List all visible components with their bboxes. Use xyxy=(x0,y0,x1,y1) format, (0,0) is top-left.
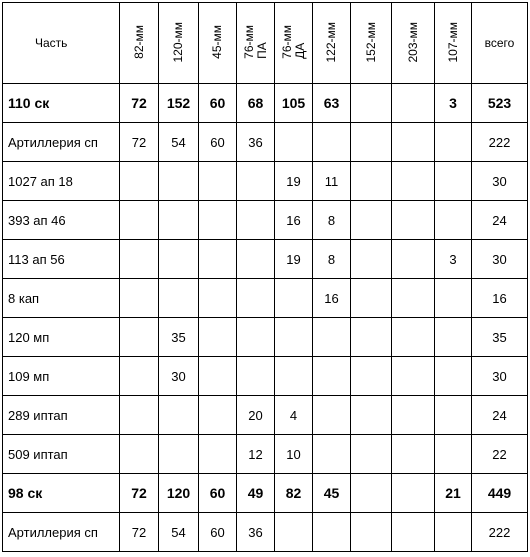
gun-count-cell xyxy=(199,201,237,240)
gun-count-cell xyxy=(392,435,435,474)
caliber-header xyxy=(120,3,159,84)
gun-count-cell: 11 xyxy=(313,162,351,201)
table-row xyxy=(3,474,528,513)
gun-count-cell xyxy=(392,474,435,513)
gun-count-cell xyxy=(351,84,392,123)
gun-count-cell xyxy=(435,513,472,552)
gun-count-cell: 72 xyxy=(120,513,159,552)
gun-count-cell xyxy=(392,123,435,162)
caliber-header xyxy=(159,3,199,84)
gun-count-cell xyxy=(392,201,435,240)
gun-count-cell xyxy=(120,396,159,435)
unit-name-cell: 289 иптап xyxy=(3,396,120,435)
unit-name-cell: Артиллерия сп xyxy=(3,123,120,162)
gun-count-cell xyxy=(351,162,392,201)
gun-count-cell xyxy=(237,162,275,201)
gun-count-cell xyxy=(313,513,351,552)
gun-count-cell xyxy=(120,240,159,279)
gun-count-cell: 60 xyxy=(199,123,237,162)
gun-count-cell xyxy=(313,357,351,396)
gun-count-cell xyxy=(351,513,392,552)
gun-count-cell xyxy=(351,357,392,396)
gun-count-cell xyxy=(199,162,237,201)
gun-count-cell xyxy=(351,123,392,162)
gun-count-cell xyxy=(392,513,435,552)
gun-count-cell xyxy=(392,318,435,357)
caliber-header-label: 76-мм ДА xyxy=(279,25,307,59)
unit-name-cell: 393 ап 46 xyxy=(3,201,120,240)
table-body xyxy=(3,84,528,552)
gun-count-cell xyxy=(120,201,159,240)
gun-count-cell xyxy=(351,240,392,279)
gun-count-cell xyxy=(392,240,435,279)
table-row xyxy=(3,318,528,357)
row-total-cell: 449 xyxy=(472,474,528,513)
caliber-header xyxy=(237,3,275,84)
gun-count-cell xyxy=(313,318,351,357)
table-row xyxy=(3,279,528,318)
gun-count-cell xyxy=(159,396,199,435)
gun-count-cell xyxy=(351,396,392,435)
unit-name-cell: 98 ск xyxy=(3,474,120,513)
row-total-cell: 30 xyxy=(472,357,528,396)
gun-count-cell: 60 xyxy=(199,84,237,123)
gun-count-cell xyxy=(159,201,199,240)
gun-count-cell xyxy=(199,279,237,318)
gun-count-cell xyxy=(435,279,472,318)
row-total-cell: 35 xyxy=(472,318,528,357)
table-row xyxy=(3,435,528,474)
row-total-cell: 30 xyxy=(472,240,528,279)
caliber-header-label: 152-мм xyxy=(363,21,378,63)
artillery-table xyxy=(2,2,528,552)
gun-count-cell xyxy=(435,201,472,240)
gun-count-cell: 8 xyxy=(313,201,351,240)
caliber-header xyxy=(392,3,435,84)
table-row xyxy=(3,357,528,396)
unit-name-cell: Артиллерия сп xyxy=(3,513,120,552)
gun-count-cell xyxy=(120,435,159,474)
gun-count-cell: 3 xyxy=(435,84,472,123)
gun-count-cell xyxy=(237,279,275,318)
gun-count-cell xyxy=(392,84,435,123)
header-row xyxy=(3,3,528,84)
gun-count-cell: 19 xyxy=(275,240,313,279)
gun-count-cell xyxy=(313,123,351,162)
row-total-cell: 523 xyxy=(472,84,528,123)
gun-count-cell: 4 xyxy=(275,396,313,435)
caliber-header xyxy=(313,3,351,84)
gun-count-cell: 72 xyxy=(120,474,159,513)
gun-count-cell xyxy=(313,396,351,435)
unit-name-cell: 113 ап 56 xyxy=(3,240,120,279)
caliber-header xyxy=(275,3,313,84)
table-row xyxy=(3,201,528,240)
caliber-header-label: 107-мм xyxy=(445,21,460,63)
unit-name-cell: 1027 ап 18 xyxy=(3,162,120,201)
gun-count-cell xyxy=(392,162,435,201)
table-row xyxy=(3,240,528,279)
gun-count-cell: 3 xyxy=(435,240,472,279)
gun-count-cell: 54 xyxy=(159,513,199,552)
gun-count-cell: 35 xyxy=(159,318,199,357)
gun-count-cell xyxy=(275,279,313,318)
gun-count-cell xyxy=(351,201,392,240)
gun-count-cell: 54 xyxy=(159,123,199,162)
gun-count-cell xyxy=(392,279,435,318)
gun-count-cell xyxy=(275,318,313,357)
gun-count-cell: 16 xyxy=(275,201,313,240)
gun-count-cell xyxy=(237,318,275,357)
gun-count-cell: 45 xyxy=(313,474,351,513)
table-row xyxy=(3,513,528,552)
table-row xyxy=(3,396,528,435)
gun-count-cell: 82 xyxy=(275,474,313,513)
row-total-cell: 222 xyxy=(472,513,528,552)
total-column-header: всего xyxy=(472,3,528,84)
gun-count-cell xyxy=(435,396,472,435)
gun-count-cell xyxy=(435,123,472,162)
gun-count-cell: 21 xyxy=(435,474,472,513)
unit-name-cell: 109 мп xyxy=(3,357,120,396)
gun-count-cell xyxy=(275,357,313,396)
gun-count-cell xyxy=(237,357,275,396)
gun-count-cell: 30 xyxy=(159,357,199,396)
gun-count-cell xyxy=(351,474,392,513)
table-row xyxy=(3,162,528,201)
gun-count-cell: 8 xyxy=(313,240,351,279)
row-total-cell: 22 xyxy=(472,435,528,474)
gun-count-cell xyxy=(435,435,472,474)
gun-count-cell xyxy=(351,279,392,318)
row-total-cell: 16 xyxy=(472,279,528,318)
gun-count-cell xyxy=(199,435,237,474)
gun-count-cell xyxy=(435,318,472,357)
caliber-header-label: 120-мм xyxy=(171,21,185,63)
gun-count-cell xyxy=(237,240,275,279)
gun-count-cell xyxy=(392,357,435,396)
caliber-header-label: 76-мм ПА xyxy=(241,25,269,59)
gun-count-cell: 49 xyxy=(237,474,275,513)
gun-count-cell: 72 xyxy=(120,84,159,123)
gun-count-cell xyxy=(275,513,313,552)
gun-count-cell xyxy=(120,318,159,357)
table-wrapper xyxy=(2,2,528,552)
part-column-header: Часть xyxy=(3,3,120,84)
caliber-header-label: 122-мм xyxy=(324,21,338,63)
gun-count-cell: 60 xyxy=(199,513,237,552)
gun-count-cell xyxy=(435,357,472,396)
gun-count-cell: 120 xyxy=(159,474,199,513)
unit-name-cell: 8 кап xyxy=(3,279,120,318)
gun-count-cell: 152 xyxy=(159,84,199,123)
gun-count-cell: 72 xyxy=(120,123,159,162)
gun-count-cell: 36 xyxy=(237,513,275,552)
gun-count-cell: 20 xyxy=(237,396,275,435)
gun-count-cell xyxy=(199,240,237,279)
caliber-header xyxy=(435,3,472,84)
gun-count-cell xyxy=(199,357,237,396)
table-row xyxy=(3,84,528,123)
unit-name-cell: 120 мп xyxy=(3,318,120,357)
row-total-cell: 24 xyxy=(472,396,528,435)
caliber-header-label: 82-мм xyxy=(131,25,146,59)
unit-name-cell: 509 иптап xyxy=(3,435,120,474)
gun-count-cell xyxy=(120,357,159,396)
gun-count-cell xyxy=(435,162,472,201)
caliber-header xyxy=(199,3,237,84)
gun-count-cell: 63 xyxy=(313,84,351,123)
gun-count-cell: 36 xyxy=(237,123,275,162)
caliber-header-label: 45-мм xyxy=(210,25,224,59)
gun-count-cell: 12 xyxy=(237,435,275,474)
gun-count-cell: 60 xyxy=(199,474,237,513)
caliber-header xyxy=(351,3,392,84)
gun-count-cell xyxy=(159,435,199,474)
gun-count-cell xyxy=(351,435,392,474)
gun-count-cell xyxy=(159,162,199,201)
row-total-cell: 24 xyxy=(472,201,528,240)
gun-count-cell xyxy=(392,396,435,435)
gun-count-cell xyxy=(313,435,351,474)
table-row xyxy=(3,123,528,162)
gun-count-cell: 10 xyxy=(275,435,313,474)
gun-count-cell xyxy=(199,318,237,357)
gun-count-cell xyxy=(159,279,199,318)
gun-count-cell xyxy=(199,396,237,435)
gun-count-cell xyxy=(120,279,159,318)
gun-count-cell xyxy=(351,318,392,357)
gun-count-cell xyxy=(237,201,275,240)
gun-count-cell: 68 xyxy=(237,84,275,123)
gun-count-cell: 16 xyxy=(313,279,351,318)
gun-count-cell xyxy=(275,123,313,162)
caliber-header-label: 203-мм xyxy=(405,21,420,63)
row-total-cell: 30 xyxy=(472,162,528,201)
gun-count-cell: 105 xyxy=(275,84,313,123)
unit-name-cell: 110 ск xyxy=(3,84,120,123)
gun-count-cell xyxy=(120,162,159,201)
gun-count-cell: 19 xyxy=(275,162,313,201)
row-total-cell: 222 xyxy=(472,123,528,162)
gun-count-cell xyxy=(159,240,199,279)
